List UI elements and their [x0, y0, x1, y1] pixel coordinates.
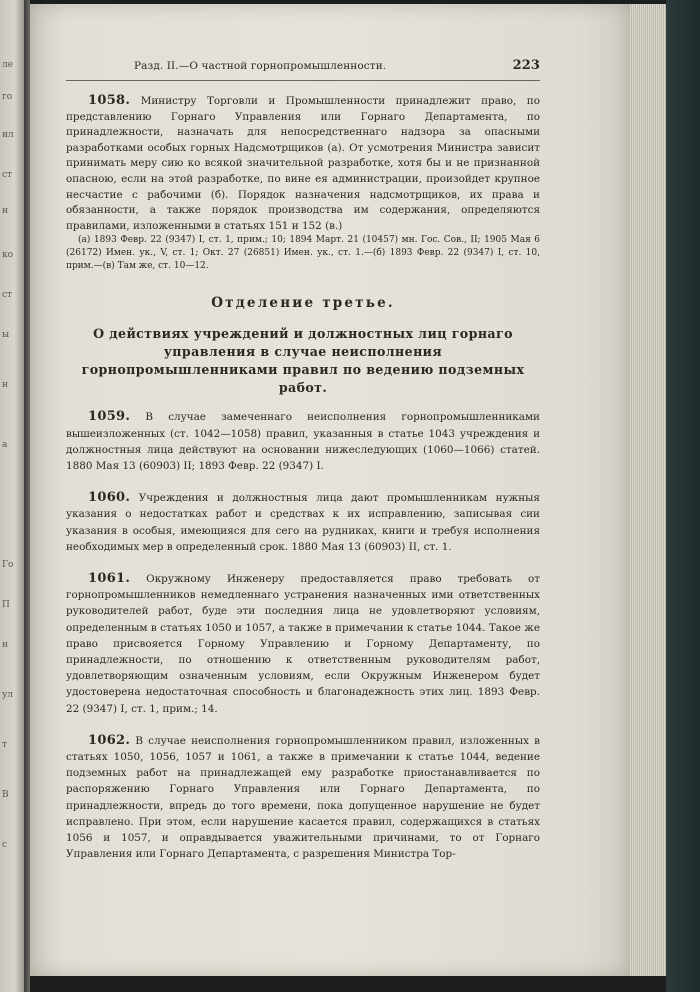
article-1061	[66, 571, 540, 717]
running-head	[66, 58, 540, 78]
article-1058	[66, 93, 540, 234]
section-heading: О действиях учреждений и должностных лиц горнаго управления в случае неисполнения горнопромышленниками правил по ведению подземных работ.	[81, 326, 525, 396]
article-number: 1060.	[88, 490, 131, 506]
article-text: Окружному Инженеру предоставляется право требовать от горнопромышленников немедленнаго устранения назначенных ими ответственных руководителей работ, буде эти последния лица не удовлетворяют условиям, определенным в статьях 1050 и 1057, а также в примечании к статье 1044. Такое же право присвояется Горному Управлению и Горному Департаменту, по принадлежности, по отношению к ответственным руководителям работ, удовлетворяющим означенным условиям, если Окружным Инженером будет удостоверена недостаточная способность и благонадежность этих лиц. 1893 Февр. 22 (9347) I, ст. 1, прим.; 14.	[66, 572, 540, 715]
facing-page-text: ст	[2, 170, 13, 180]
page-number: 223	[512, 58, 540, 73]
section-title: Отделение третье.	[211, 295, 395, 312]
page-content	[66, 58, 540, 862]
facing-page-text: ул	[2, 690, 14, 700]
article-text: Министру Торговли и Промышленности принадлежит право, по представлению Горнаго Управления или Горнаго Департамента, по принадлежности, назначать для непосредственнаго надзора за опасными разработками особых горных Надсмотрщиков (а). От усмотрения Министра зависит принимать меру сию ко всякой значительной разработке, хотя бы и не признанной опасною, если на этой разработке, по вине ея администрации, произойдет крупное несчастие с рабочими (б). Порядок назначения надсмотрщиков, их права и обязанности, а также порядок производства им содержания, определяются правилами, изложенными в статьях 151 и 152 (в.)	[66, 95, 540, 232]
facing-page-text: ле	[2, 60, 14, 70]
article-text: В случае замеченнаго неисполнения горнопромышленниками вышеизложенных (ст. 1042—1058) правил, указанныя в статье 1043 учреждения и должностныя лица действуют на основании нижеследующих (1060—1066) статей. 1880 Мая 13 (60903) II; 1893 Февр. 22 (9347) I.	[66, 411, 540, 472]
facing-page-edge	[0, 0, 24, 992]
page-stack-edge	[630, 4, 666, 976]
article-number: 1059.	[88, 409, 131, 425]
facing-page-text: ко	[2, 250, 14, 260]
facing-page-text: го	[2, 92, 13, 102]
book-cover-edge	[666, 0, 700, 992]
facing-page-text: н	[2, 640, 8, 650]
article-text: Учреждения и должностныя лица дают промышленникам нужныя указания о недостатках работ и средствах к их исправлению, записывая сии указания в особыя, имеющияся для сего на рудниках, книги и требуя исполнения необходимых мер в определенный срок. 1880 Мая 13 (60903) II, ст. 1.	[66, 492, 540, 553]
facing-page-text: Го	[2, 560, 14, 570]
facing-page-text: а	[2, 440, 8, 450]
article-1059	[66, 409, 540, 474]
facing-page-text: т	[2, 740, 7, 750]
facing-page-text: ил	[2, 130, 14, 140]
facing-page-text: В	[2, 790, 9, 800]
facing-page-text: ст	[2, 290, 13, 300]
facing-page-text: н	[2, 380, 8, 390]
article-1060	[66, 490, 540, 555]
facing-page-text: П	[2, 600, 10, 610]
facing-page-text: с	[2, 840, 8, 850]
article-text: В случае неисполнения горнопромышленником правил, изложенных в статьях 1050, 1056, 1057 и 1061, а также в примечании к статье 1044, ведение подземных работ на принадлежащей ему разработке приостанавливается по распоряжению Горнаго Управления или Горнаго Департамента, по принадлежности, впредь до того времени, пока допущенное нарушение не будет исправлено. При этом, если нарушение касается правил, содержащихся в статьях 1056 и 1057, и оправдывается уважительными причинами, то от Горнаго Управления или Горнаго Департамента, с разрешения Министра Тор-	[66, 734, 540, 861]
article-1062	[66, 733, 540, 863]
article-number: 1062.	[88, 732, 131, 748]
facing-page-text: н	[2, 206, 8, 216]
running-head-title: Разд. II.—О частной горнопромышленности.	[134, 60, 387, 72]
article-1058-note: (а) 1893 Февр. 22 (9347) I, ст. 1, прим.; 10; 1894 Март. 21 (10457) мн. Гос. Сов., II; 1905 Мая 6 (26172) Имен. ук., V, ст. 1; Окт. 27 (26851) Имен. ук., ст. 1.—(б) 1893 Февр. 22 (9347) I, ст. 10, прим.—(в) Там же, ст. 10—12.	[66, 235, 540, 272]
article-number: 1058.	[88, 93, 131, 108]
facing-page-text: ы	[2, 330, 10, 340]
article-number: 1061.	[88, 570, 131, 586]
